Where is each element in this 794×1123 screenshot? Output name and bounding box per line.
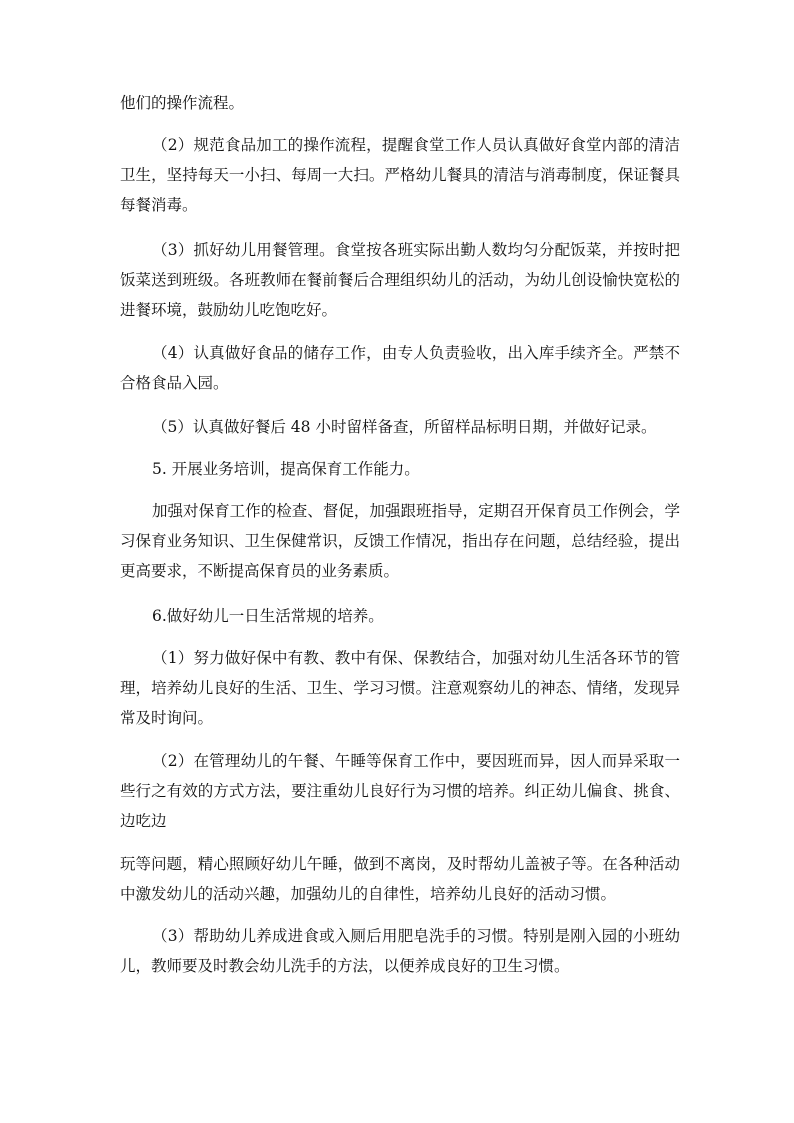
- paragraph-item-2-food-processing: （2）规范食品加工的操作流程，提醒食堂工作人员认真做好食堂内部的清洁卫生，坚持每天一小扫、每周一大扫。严格幼儿餐具的清洁与消毒制度，保证餐具每餐消毒。: [120, 136, 680, 214]
- paragraph-training-body: 加强对保育工作的检查、督促，加强跟班指导，定期召开保育员工作例会，学习保育业务知识、卫生保健常识，反馈工作情况，指出存在问题，总结经验，提出更高要求，不断提高保育员的业务素质。: [120, 502, 680, 580]
- paragraph-item-3-meal-management: （3）抓好幼儿用餐管理。食堂按各班实际出勤人数均匀分配饭菜，并按时把饭菜送到班级。各班教师在餐前餐后合理组织幼儿的活动，为幼儿创设愉快宽松的进餐环境，鼓励幼儿吃饱吃好。: [120, 241, 680, 319]
- section-heading-5-training: 5. 开展业务培训，提高保育工作能力。: [152, 460, 420, 478]
- paragraph-item-3-handwashing: （3）帮助幼儿养成进食或入厕后用肥皂洗手的习惯。特别是刚入园的小班幼儿，教师要及时教会幼儿洗手的方法，以便养成良好的卫生习惯。: [120, 927, 680, 975]
- paragraph-item-2-lunch-nap: （2）在管理幼儿的午餐、午睡等保育工作中，要因班而异，因人而异采取一些行之有效的方式方法，要注重幼儿良好行为习惯的培养。纠正幼儿偏食、挑食、边吃边: [120, 752, 680, 830]
- paragraph-item-2-continuation: 玩等问题，精心照顾好幼儿午睡，做到不离岗，及时帮幼儿盖被子等。在各种活动中激发幼儿的活动兴趣，加强幼儿的自律性，培养幼儿良好的活动习惯。: [120, 855, 680, 903]
- paragraph-item-5-sample-retention: （5）认真做好餐后 48 小时留样备查，所留样品标明日期，并做好记录。: [152, 418, 657, 436]
- paragraph-item-1-care-education: （1）努力做好保中有教、教中有保、保教结合，加强对幼儿生活各环节的管理，培养幼儿良好的生活、卫生、学习习惯。注意观察幼儿的神态、情绪，发现异常及时询问。: [120, 649, 680, 727]
- paragraph-continuation: 他们的操作流程。: [120, 94, 245, 112]
- paragraph-item-4-food-storage: （4）认真做好食品的储存工作，由专人负责验收，出入库手续齐全。严禁不合格食品入园。: [120, 344, 680, 392]
- section-heading-6-daily-routine: 6.做好幼儿一日生活常规的培养。: [152, 607, 384, 625]
